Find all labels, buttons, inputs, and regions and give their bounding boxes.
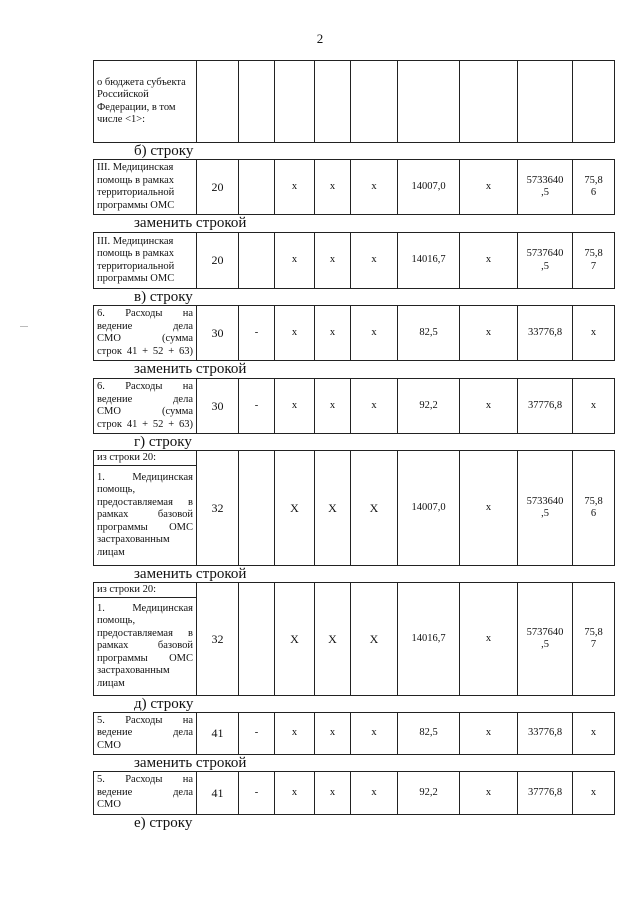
cell: x bbox=[315, 772, 351, 815]
table-row-30-new bbox=[93, 378, 615, 434]
table-row bbox=[94, 583, 615, 598]
description-line: ведение дела bbox=[97, 786, 193, 798]
cell: X bbox=[315, 583, 351, 696]
row-code: 20 bbox=[197, 160, 239, 215]
description-line: 1. Медицинская bbox=[97, 602, 193, 614]
amendment-label-d: д) строку bbox=[134, 696, 194, 712]
cell: x bbox=[460, 306, 518, 361]
table-first-row bbox=[93, 60, 615, 143]
cell: x bbox=[573, 379, 615, 434]
value-part: 75,8 bbox=[584, 174, 603, 186]
description-line: рамках базовой bbox=[97, 509, 193, 521]
cell: x bbox=[315, 379, 351, 434]
description-line: строк 41 + 52 + 63) bbox=[97, 418, 193, 430]
cell: 33776,8 bbox=[518, 306, 573, 361]
value-part: ,5 bbox=[541, 187, 549, 198]
amendment-label-b: б) строку bbox=[134, 143, 194, 159]
cell: x bbox=[275, 233, 315, 289]
description-line: помощь, bbox=[97, 615, 136, 627]
description-line: ведение дела bbox=[97, 320, 193, 332]
cell: 14016,7 bbox=[398, 583, 460, 696]
value-part: ,5 bbox=[541, 639, 549, 650]
row-code: 30 bbox=[197, 306, 239, 361]
cell: x bbox=[573, 713, 615, 755]
cell: x bbox=[573, 772, 615, 815]
cell: 14007,0 bbox=[398, 451, 460, 566]
description-line: лицам bbox=[97, 677, 125, 689]
cell bbox=[518, 61, 573, 143]
cell: x bbox=[275, 306, 315, 361]
row-header: из строки 20: bbox=[94, 583, 197, 598]
row-code: 32 bbox=[197, 583, 239, 696]
cell bbox=[573, 233, 615, 289]
cell: - bbox=[239, 306, 275, 361]
cell: x bbox=[351, 379, 398, 434]
table-row bbox=[94, 379, 615, 434]
cell: 37776,8 bbox=[518, 772, 573, 815]
description-line: СМО bbox=[97, 739, 121, 751]
cell: x bbox=[573, 306, 615, 361]
cell: X bbox=[351, 583, 398, 696]
value-part: 5737640 bbox=[526, 248, 564, 259]
row-description: III. Медицинская помощь в рамках территориальной программы ОМС bbox=[94, 233, 197, 289]
value-part: 75,8 bbox=[584, 626, 603, 638]
cell: 14016,7 bbox=[398, 233, 460, 289]
replace-label: заменить строкой bbox=[134, 755, 247, 771]
description-line: застрахованным bbox=[97, 534, 170, 546]
cell bbox=[518, 233, 573, 289]
cell bbox=[239, 160, 275, 215]
value-part: 5733640 bbox=[526, 174, 564, 186]
cell bbox=[197, 61, 239, 143]
cell: x bbox=[315, 233, 351, 289]
row-description bbox=[94, 598, 197, 696]
row-description: III. Медицинская помощь в рамках территориальной программы ОМС bbox=[94, 160, 197, 215]
cell bbox=[573, 61, 615, 143]
table-row bbox=[94, 61, 615, 143]
cell: 37776,8 bbox=[518, 379, 573, 434]
table-row bbox=[94, 233, 615, 289]
row-header: из строки 20: bbox=[94, 451, 197, 466]
cell: X bbox=[351, 451, 398, 566]
cell: x bbox=[275, 379, 315, 434]
cell bbox=[239, 583, 275, 696]
description-line: помощь, bbox=[97, 484, 136, 496]
cell: - bbox=[239, 713, 275, 755]
description-line: ведение дела bbox=[97, 727, 193, 739]
cell: x bbox=[460, 451, 518, 566]
description-line: СМО bbox=[97, 799, 121, 811]
cell: 82,5 bbox=[398, 306, 460, 361]
cell bbox=[351, 61, 398, 143]
row-description bbox=[94, 713, 197, 755]
cell: 33776,8 bbox=[518, 713, 573, 755]
cell: x bbox=[351, 772, 398, 815]
row-code: 30 bbox=[197, 379, 239, 434]
cell: X bbox=[275, 451, 315, 566]
description-line: 5. Расходы на bbox=[97, 774, 193, 786]
cell: x bbox=[460, 713, 518, 755]
cell bbox=[239, 233, 275, 289]
cell bbox=[460, 61, 518, 143]
cell bbox=[275, 61, 315, 143]
replace-label: заменить строкой bbox=[134, 215, 247, 231]
cell bbox=[518, 451, 573, 566]
cell: X bbox=[275, 583, 315, 696]
description-line: рамках базовой bbox=[97, 640, 193, 652]
table-row bbox=[94, 713, 615, 755]
page-number: 2 bbox=[316, 31, 324, 46]
row-code: 41 bbox=[197, 772, 239, 815]
description-line: программы ОМС bbox=[97, 521, 193, 533]
cell: - bbox=[239, 772, 275, 815]
cell bbox=[239, 61, 275, 143]
cell: x bbox=[275, 160, 315, 215]
cell: x bbox=[315, 160, 351, 215]
description-line: строк 41 + 52 + 63) bbox=[97, 345, 193, 357]
amendment-label-g: г) строку bbox=[134, 434, 192, 450]
value-part: 6 bbox=[590, 187, 597, 198]
row-code: 41 bbox=[197, 713, 239, 755]
value-part: ,5 bbox=[541, 508, 549, 519]
description-line: СМО (сумма bbox=[97, 333, 193, 344]
cell: x bbox=[351, 713, 398, 755]
row-code: 20 bbox=[197, 233, 239, 289]
cell: x bbox=[460, 583, 518, 696]
table-row bbox=[94, 772, 615, 815]
amendment-label-e: е) строку bbox=[134, 815, 193, 831]
cell bbox=[573, 451, 615, 566]
description-line: 5. Расходы на bbox=[97, 714, 193, 726]
cell: x bbox=[351, 306, 398, 361]
value-part: ,5 bbox=[541, 260, 549, 272]
row-description bbox=[94, 306, 197, 361]
cell bbox=[518, 583, 573, 696]
cell bbox=[573, 583, 615, 696]
cell: 82,5 bbox=[398, 713, 460, 755]
cell: x bbox=[460, 772, 518, 815]
table-row-20-new bbox=[93, 232, 615, 289]
cell: x bbox=[275, 772, 315, 815]
table-row-41-new bbox=[93, 771, 615, 815]
row-description: о бюджета субъекта Российской Федерации, в том числе <1>: bbox=[94, 61, 197, 143]
value-part: 5737640 bbox=[526, 626, 564, 638]
cell: 14007,0 bbox=[398, 160, 460, 215]
description-line: предоставляемая в bbox=[97, 627, 193, 639]
cell: x bbox=[275, 713, 315, 755]
row-code: 32 bbox=[197, 451, 239, 566]
table-row-20-old bbox=[93, 159, 615, 215]
cell: 92,2 bbox=[398, 772, 460, 815]
table-row bbox=[94, 306, 615, 361]
description-line: 6. Расходы на bbox=[97, 381, 193, 392]
description-line: программы ОМС bbox=[97, 652, 193, 664]
description-line: 6. Расходы на bbox=[97, 308, 193, 319]
row-description bbox=[94, 466, 197, 566]
table-row-41-old bbox=[93, 712, 615, 755]
replace-label: заменить строкой bbox=[134, 361, 247, 377]
description-line: 1. Медицинская bbox=[97, 471, 193, 483]
cell: x bbox=[460, 379, 518, 434]
value-part: 75,8 bbox=[584, 248, 603, 259]
value-part: 75,8 bbox=[584, 495, 603, 507]
row-description bbox=[94, 772, 197, 815]
description-line: ведение дела bbox=[97, 393, 193, 405]
table-row-30-old bbox=[93, 305, 615, 361]
value-part: 7 bbox=[590, 639, 597, 650]
cell: x bbox=[460, 160, 518, 215]
cell: x bbox=[351, 233, 398, 289]
description-line: застрахованным bbox=[97, 665, 170, 677]
value-part: 6 bbox=[590, 508, 597, 519]
cell bbox=[315, 61, 351, 143]
margin-mark bbox=[20, 326, 28, 327]
table-row-32-old bbox=[93, 450, 615, 566]
table-row bbox=[94, 160, 615, 215]
description-line: СМО (сумма bbox=[97, 406, 193, 417]
cell bbox=[573, 160, 615, 215]
cell: 92,2 bbox=[398, 379, 460, 434]
cell: x bbox=[460, 233, 518, 289]
table-row bbox=[94, 451, 615, 466]
cell: - bbox=[239, 379, 275, 434]
cell bbox=[518, 160, 573, 215]
value-part: 7 bbox=[590, 260, 597, 272]
row-description bbox=[94, 379, 197, 434]
cell: x bbox=[315, 306, 351, 361]
cell: x bbox=[315, 713, 351, 755]
replace-label: заменить строкой bbox=[134, 566, 247, 582]
table-row-32-new bbox=[93, 582, 615, 696]
cell: X bbox=[315, 451, 351, 566]
amendment-label-v: в) строку bbox=[134, 289, 193, 305]
cell bbox=[239, 451, 275, 566]
description-line: предоставляемая в bbox=[97, 496, 193, 508]
value-part: 5733640 bbox=[526, 495, 564, 507]
description-line: лицам bbox=[97, 546, 125, 558]
cell bbox=[398, 61, 460, 143]
cell: x bbox=[351, 160, 398, 215]
